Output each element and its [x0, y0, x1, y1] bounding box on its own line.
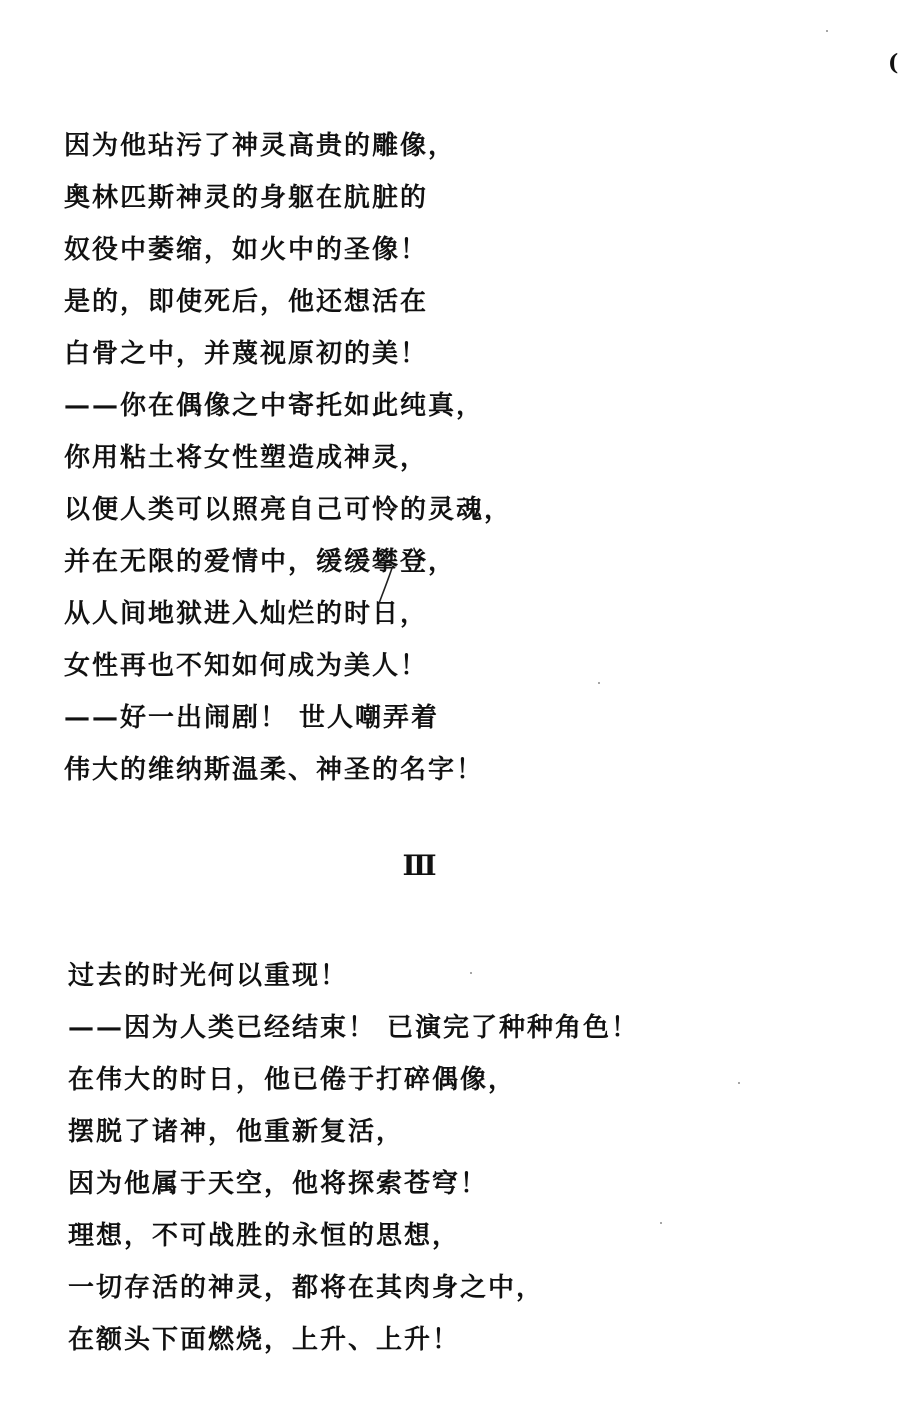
scan-speck [660, 1222, 662, 1224]
poem-line: 白骨之中，并蔑视原初的美！ [64, 339, 429, 369]
poem-line: 过去的时光何以重现！ [68, 961, 349, 991]
poem-line: 在额头下面燃烧，上升、上升！ [68, 1325, 461, 1355]
poem-line: 理想，不可战胜的永恒的思想， [68, 1221, 461, 1251]
poem-line: ——因为人类已经结束！ 已演完了种种角色！ [68, 1013, 640, 1043]
poem-line: 并在无限的爱情中，缓缓攀登， [64, 547, 457, 577]
stanza-1 [64, 120, 512, 796]
poem-line: 是的，即使死后，他还想活在 [64, 287, 429, 317]
poem-line: 从人间地狱进入灿烂的时日， [64, 599, 429, 629]
poem-line: ——好一出闹剧！ 世人嘲弄着 [64, 703, 440, 733]
pen-mark [372, 566, 396, 612]
poem-line: 摆脱了诸神，他重新复活， [68, 1117, 405, 1147]
scan-speck [598, 682, 600, 684]
scan-speck [738, 1082, 740, 1084]
section-number: Ⅲ [402, 849, 438, 882]
poem-line: 女性再也不知如何成为美人！ [64, 651, 429, 681]
poem-line: 一切存活的神灵，都将在其肉身之中， [68, 1273, 545, 1303]
poem-line: 奴役中萎缩，如火中的圣像！ [64, 235, 429, 265]
scan-speck [826, 30, 828, 32]
poem-line: ——你在偶像之中寄托如此纯真， [64, 391, 485, 421]
poem-line: 伟大的维纳斯温柔、神圣的名字！ [64, 755, 485, 785]
poem-line: 你用粘土将女性塑造成神灵， [64, 443, 429, 473]
poem-line: 以便人类可以照亮自己可怜的灵魂， [64, 495, 513, 525]
poem-line: 奥林匹斯神灵的身躯在肮脏的 [64, 183, 429, 213]
page-edge-mark: ( [888, 52, 899, 74]
poem-line: 因为他属于天空，他将探索苍穹！ [68, 1169, 489, 1199]
poem-line: 在伟大的时日，他已倦于打碎偶像， [68, 1065, 517, 1095]
poem-line: 因为他玷污了神灵高贵的雕像， [64, 131, 457, 161]
stanza-2 [68, 950, 639, 1366]
scan-speck [470, 972, 472, 974]
